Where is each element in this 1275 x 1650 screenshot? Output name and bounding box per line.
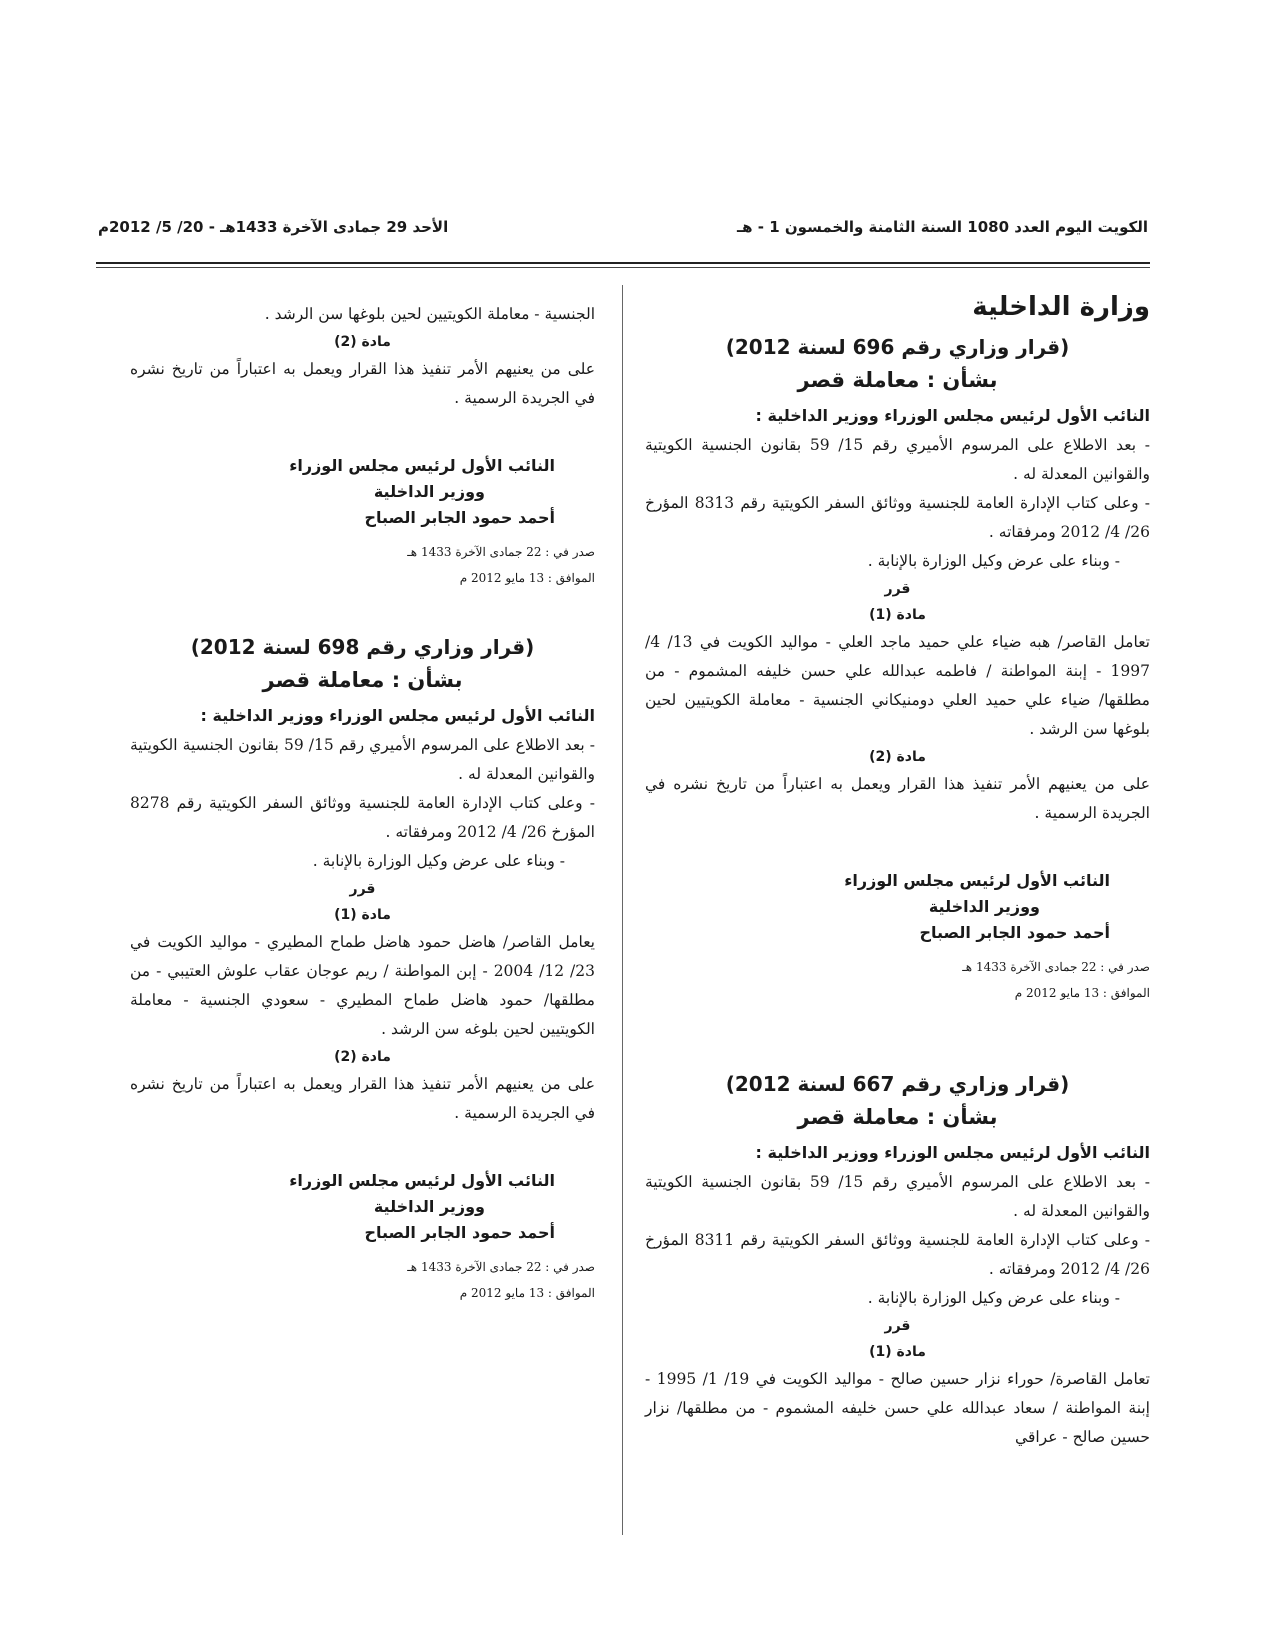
header-issue-info: الكويت اليوم العدد 1080 السنة الثامنة والخمسون 1 - هـ xyxy=(737,218,1148,236)
corresponding-date: الموافق : 13 مايو 2012 م xyxy=(459,1286,595,1300)
article-1-text: تعامل القاصرة/ حوراء نزار حسين صالح - مواليد الكويت في 19/ 1/ 1995 - إبنة المواطنة / سعاد عبدالله علي حسن خليفه المشموم - من مطلقها/ نزار حسين صالح - عراقي xyxy=(645,1370,1150,1446)
article-2-heading: مادة (2) xyxy=(869,749,926,765)
preamble-2: - وعلى كتاب الإدارة العامة للجنسية ووثائق السفر الكويتية رقم 8278 المؤرخ 26/ 4/ 2012 ومرفقاته . xyxy=(130,794,595,841)
preamble-2: - وعلى كتاب الإدارة العامة للجنسية ووثائق السفر الكويتية رقم 8311 المؤرخ 26/ 4/ 2012 ومرفقاته . xyxy=(645,1231,1150,1278)
article-2-text: على من يعنيهم الأمر تنفيذ هذا القرار ويعمل به اعتباراً من تاريخ نشره في الجريدة الرسمية . xyxy=(130,1075,595,1122)
header-rule xyxy=(96,262,1150,264)
left-column xyxy=(130,300,595,1306)
right-column xyxy=(645,287,1150,1452)
signature-name: أحمد حمود الجابر الصباح xyxy=(919,923,1110,942)
issuer-line: النائب الأول لرئيس مجلس الوزراء ووزير الداخلية : xyxy=(755,406,1150,425)
column-divider xyxy=(622,285,623,1535)
decided-label: قرر xyxy=(884,581,911,597)
signature-block xyxy=(645,868,1110,946)
decision-698 xyxy=(130,631,595,1306)
preamble-1: - بعد الاطلاع على المرسوم الأميري رقم 15/ 59 بقانون الجنسية الكويتية والقوانين المعدلة له . xyxy=(645,1173,1150,1220)
signature-title: النائب الأول لرئيس مجلس الوزراء xyxy=(289,1171,555,1190)
signature-ministry: ووزير الداخلية xyxy=(373,482,485,501)
issued-date: صدر في : 22 جمادى الآخرة 1433 هـ xyxy=(407,545,595,559)
issue-dates xyxy=(645,954,1150,1006)
issuer-line: النائب الأول لرئيس مجلس الوزراء ووزير الداخلية : xyxy=(755,1143,1150,1162)
signature-block xyxy=(130,1168,555,1246)
preamble-1: - بعد الاطلاع على المرسوم الأميري رقم 15/ 59 بقانون الجنسية الكويتية والقوانين المعدلة له . xyxy=(130,736,596,783)
article-2-text: على من يعنيهم الأمر تنفيذ هذا القرار ويعمل به اعتباراً من تاريخ نشره في الجريدة الرسمية . xyxy=(130,360,595,407)
corresponding-date: الموافق : 13 مايو 2012 م xyxy=(459,571,595,585)
article-2-heading: مادة (2) xyxy=(334,1049,391,1065)
signature-name: أحمد حمود الجابر الصباح xyxy=(364,508,555,527)
signature-block xyxy=(130,453,555,531)
article-1-heading: مادة (1) xyxy=(869,1344,926,1360)
signature-name: أحمد حمود الجابر الصباح xyxy=(364,1223,555,1242)
article-1-text: تعامل القاصر/ هبه ضياء علي حميد ماجد العلي - مواليد الكويت في 13/ 4/ 1997 - إبنة المواطنة / فاطمه عبدالله علي حسن خليفه المشموم - من مطلقها/ ضياء علي حميد العلي دومنيكاني الجنسية - معاملة الكويتيين لحين بلوغها سن الرشد . xyxy=(645,633,1150,738)
continued-text: الجنسية - معاملة الكويتيين لحين بلوغها سن الرشد . xyxy=(264,305,595,323)
signature-title: النائب الأول لرئيس مجلس الوزراء xyxy=(289,456,555,475)
preamble-2: - وعلى كتاب الإدارة العامة للجنسية ووثائق السفر الكويتية رقم 8313 المؤرخ 26/ 4/ 2012 ومرفقاته . xyxy=(645,494,1150,541)
issuer-line: النائب الأول لرئيس مجلس الوزراء ووزير الداخلية : xyxy=(200,706,595,725)
issued-date: صدر في : 22 جمادى الآخرة 1433 هـ xyxy=(962,960,1150,974)
issue-dates xyxy=(130,539,595,591)
article-2-heading: مادة (2) xyxy=(334,334,391,350)
header-date: الأحد 29 جمادى الآخرة 1433هـ - 20/ 5/ 2012م xyxy=(98,218,449,236)
page-header xyxy=(98,218,1148,248)
signature-ministry: ووزير الداخلية xyxy=(373,1197,485,1216)
header-rule-thin xyxy=(96,267,1150,268)
signature-title: النائب الأول لرئيس مجلس الوزراء xyxy=(844,871,1110,890)
article-1-heading: مادة (1) xyxy=(334,907,391,923)
preamble-3: - وبناء على عرض وكيل الوزارة بالإنابة . xyxy=(867,1289,1120,1307)
decision-667 xyxy=(645,1068,1150,1452)
article-1-text: يعامل القاصر/ هاضل حمود هاضل طماح المطيري - مواليد الكويت في 23/ 12/ 2004 - إبن المواطنة / ريم عوجان عقاب علوش العتيبي - من مطلقها/ حمود هاضل طماح المطيري - سعودي الجنسية - معاملة الكويتيين لحين بلوغه سن الرشد . xyxy=(130,933,595,1038)
decision-title: (قرار وزاري رقم 698 لسنة 2012) xyxy=(190,635,535,659)
decided-label: قرر xyxy=(884,1318,911,1334)
preamble-3: - وبناء على عرض وكيل الوزارة بالإنابة . xyxy=(312,852,565,870)
decided-label: قرر xyxy=(349,881,376,897)
issued-date: صدر في : 22 جمادى الآخرة 1433 هـ xyxy=(407,1260,595,1274)
preamble-1: - بعد الاطلاع على المرسوم الأميري رقم 15/ 59 بقانون الجنسية الكويتية والقوانين المعدلة له . xyxy=(645,436,1150,483)
decision-subject: بشأن : معاملة قصر xyxy=(262,668,463,692)
article-2-text: على من يعنيهم الأمر تنفيذ هذا القرار ويعمل به اعتباراً من تاريخ نشره في الجريدة الرسمية . xyxy=(645,775,1150,822)
decision-696 xyxy=(645,331,1150,1006)
decision-subject: بشأن : معاملة قصر xyxy=(797,368,998,392)
decision-subject: بشأن : معاملة قصر xyxy=(797,1105,998,1129)
signature-ministry: ووزير الداخلية xyxy=(928,897,1040,916)
decision-title: (قرار وزاري رقم 667 لسنة 2012) xyxy=(725,1072,1070,1096)
preamble-3: - وبناء على عرض وكيل الوزارة بالإنابة . xyxy=(867,552,1120,570)
ministry-heading: وزارة الداخلية xyxy=(972,292,1150,322)
article-1-heading: مادة (1) xyxy=(869,607,926,623)
decision-title: (قرار وزاري رقم 696 لسنة 2012) xyxy=(725,335,1070,359)
issue-dates xyxy=(130,1254,595,1306)
corresponding-date: الموافق : 13 مايو 2012 م xyxy=(1014,986,1150,1000)
